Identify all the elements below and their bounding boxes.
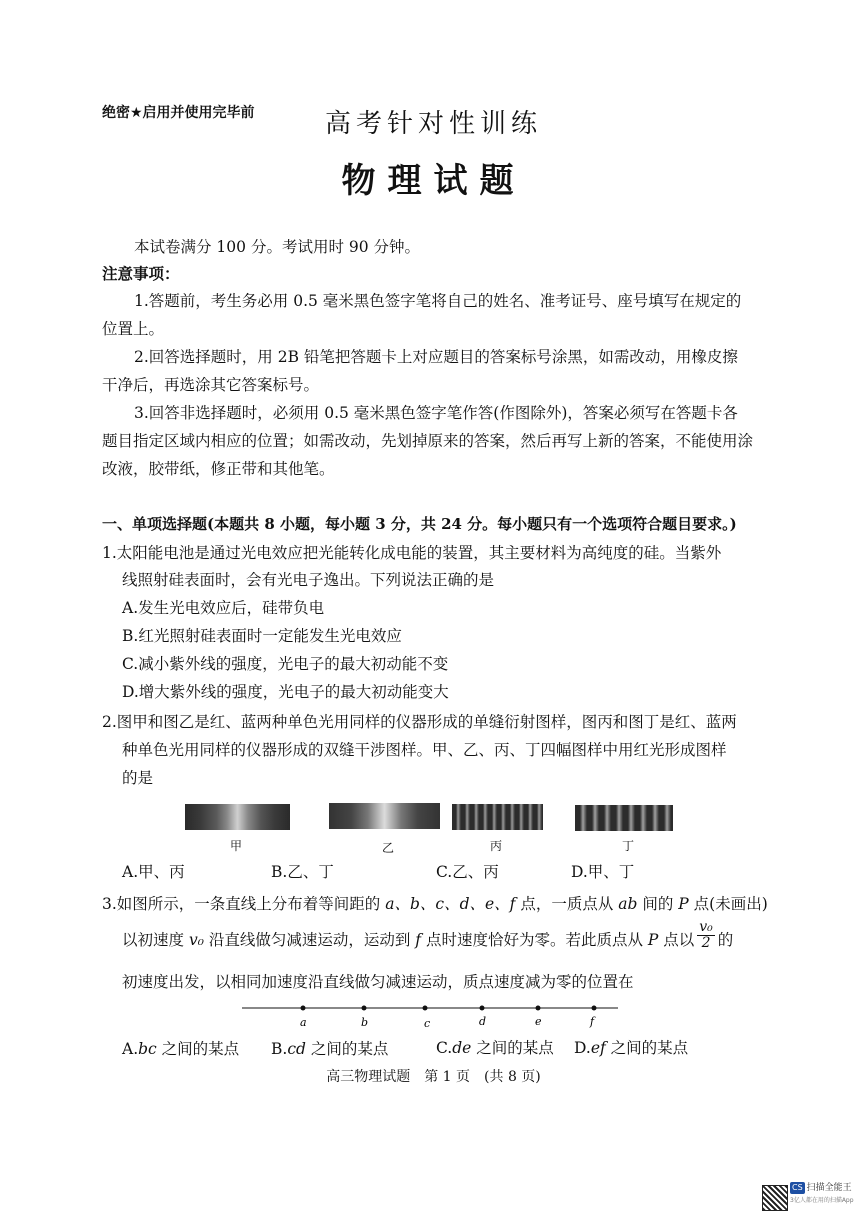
notice-3c: 改液，胶带纸，修正带和其他笔。 [102,460,335,478]
point-c-label: c [424,1017,431,1030]
q2-option-b: B.乙、丁 [271,863,334,881]
q1-stem-2: 线照射硅表面时，会有光电子逸出。下列说法正确的是 [122,571,495,589]
point-b-label: b [361,1016,369,1029]
q2-option-c: C.乙、丙 [436,863,499,881]
q2-stem-2: 种单色光用同样的仪器形成的双缝干涉图样。甲、乙、丙、丁四幅图样中用红光形成图样 [122,741,727,759]
q2-option-d: D.甲、丁 [571,863,635,881]
notice-2b: 干净后，再选涂其它答案标号。 [102,376,320,394]
point-e-dot [536,1006,541,1011]
qr-code-icon [762,1185,788,1211]
exam-title: 高考针对性训练 [324,109,542,139]
label-jia: 甲 [230,839,243,853]
q3-option-c: C.de 之间的某点 [436,1039,554,1057]
notice-1a: 1.答题前，考生务必用 0.5 毫米黑色签字笔将自己的姓名、准考证号、座号填写在规定的 [134,292,742,310]
q3-option-a: A.bc 之间的某点 [122,1040,240,1058]
point-d-dot [480,1006,485,1011]
q2-stem-3: 的是 [122,769,154,787]
q1-option-a: A.发生光电效应后，硅带负电 [122,599,325,617]
point-f-label: f [590,1015,595,1028]
point-f-dot [592,1006,597,1011]
pattern-ding-image [575,805,673,831]
pattern-yi-image [329,803,440,829]
subject-title: 物理试题 [341,161,526,201]
intro-text: 本试卷满分 100 分。考试用时 90 分钟。 [134,238,421,256]
page-footer: 高三物理试题 第 1 页 (共 8 页) [326,1069,541,1085]
pattern-jia-image [185,804,290,830]
label-yi: 乙 [382,841,395,855]
q3-stem-1: 3.如图所示，一条直线上分布着等间距的 a、b、c、d、e、f 点，一质点从 ab 间的 P 点(未画出) [102,895,768,913]
section-heading: 一、单项选择题(本题共 8 小题，每小题 3 分，共 24 分。每小题只有一个选项符合题目要求。) [102,515,737,533]
label-ding: 丁 [622,839,635,853]
q3-option-d: D.ef 之间的某点 [574,1039,689,1057]
v0-half-fraction: $\frac{\text{v₀}}{2}$ [699,918,713,951]
cs-logo-icon: CS [792,1183,803,1192]
point-a-dot [301,1006,306,1011]
notice-heading: 注意事项： [102,264,180,283]
q2-option-a: A.甲、丙 [122,863,185,881]
label-bing: 丙 [490,839,503,853]
notice-3b: 题目指定区域内相应的位置；如需改动，先划掉原来的答案，然后再写上新的答案，不能使用涂 [102,432,754,450]
notice-2a: 2.回答选择题时，用 2B 铅笔把答题卡上对应题目的答案标号涂黑，如需改动，用橡皮擦 [134,348,738,366]
q3-option-b: B.cd 之间的某点 [271,1040,389,1058]
q3-stem-3: 初速度出发，以相同加速度沿直线做匀减速运动，质点速度减为零的位置在 [122,973,634,991]
point-d-label: d [479,1015,487,1028]
notice-3a: 3.回答非选择题时，必须用 0.5 毫米黑色签字笔作答(作图除外)，答案必须写在答题卡各 [134,404,738,422]
q2-stem-1: 2.图甲和图乙是红、蓝两种单色光用同样的仪器形成的单缝衍射图样，图丙和图丁是红、蓝两 [102,713,737,731]
notice-1b: 位置上。 [102,320,165,338]
point-a-label: a [300,1016,307,1029]
q1-option-c: C.减小紫外线的强度，光电子的最大初动能不变 [122,655,449,673]
q1-stem-1: 1.太阳能电池是通过光电效应把光能转化成电能的装置，其主要材料为高纯度的硅。当紫外 [102,544,722,562]
scanner-watermark: CS 扫描全能王 3亿人都在用的扫描App [790,1183,854,1204]
point-c-dot [423,1006,428,1011]
q1-option-d: D.增大紫外线的强度，光电子的最大初动能变大 [122,683,449,701]
q3-stem-2: 以初速度 v₀ 沿直线做匀减速运动，运动到 f 点时速度恰好为零。若此质点从 P 点以 $\frac{\text{v₀}}{2}$ 的 [122,918,734,951]
q1-option-b: B.红光照射硅表面时一定能发生光电效应 [122,627,402,645]
point-e-label: e [535,1015,542,1028]
secret-label: 绝密★启用并使用完毕前 [102,105,255,121]
number-line-diagram [240,998,620,1034]
pattern-bing-image [452,804,543,830]
point-b-dot [362,1006,367,1011]
